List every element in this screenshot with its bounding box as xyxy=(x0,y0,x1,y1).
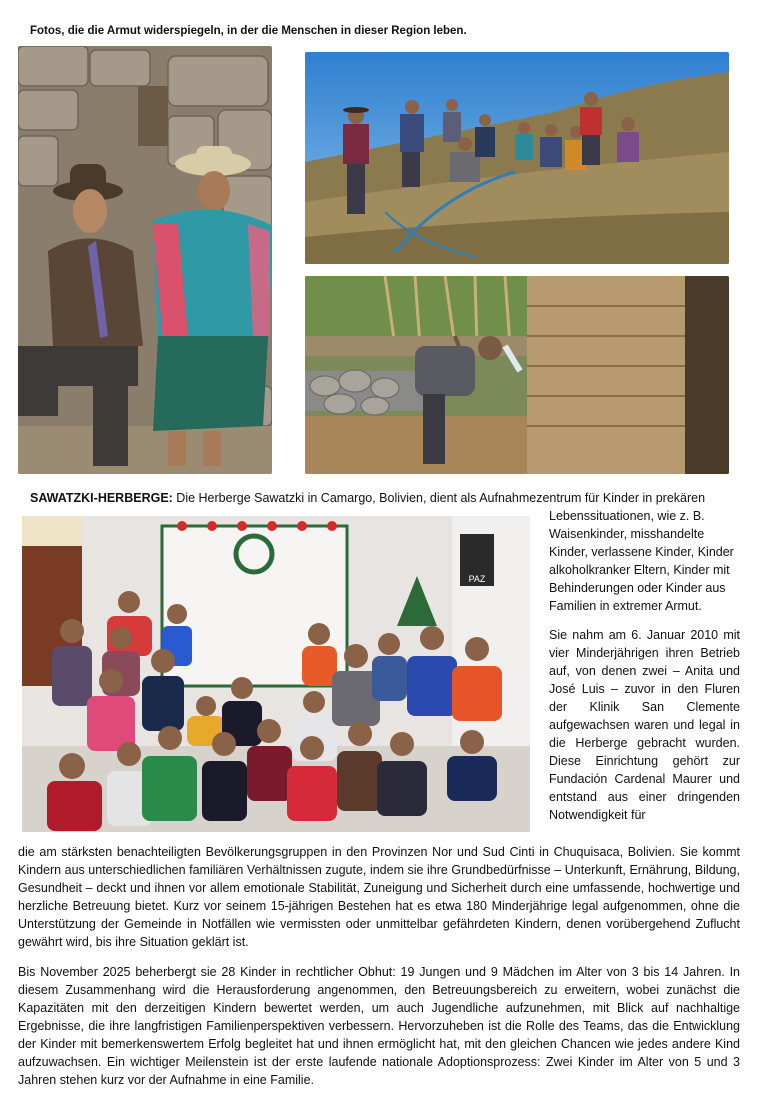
hillside-group-photo xyxy=(305,52,729,264)
photo-caption: Fotos, die die Armut widerspiegeln, in der die Menschen in dieser Region leben. xyxy=(30,25,467,37)
elderly-couple-photo xyxy=(18,46,272,474)
worker-adobe-wall-photo xyxy=(305,276,729,474)
founding-paragraph-continued: die am stärksten benachteiligten Bevölkerungsgruppen in den Provinzen Nor und Sud Cinti in Chuquisaca, Bolivien. Sie kommt Kindern aus unterschiedlichen familiären Verhältnissen zugute, indem sie ihre Grundbedürfnisse – Unterkunft, Ernährung, Bildung, Gesundheit – deckt und ihnen vor allem emotionale Stabilität, Zuneigung und Sicherheit durch eine umfassende, hochwertige und herzliche Betreuung bietet. Kurz vor seinem 15-jährigen Bestehen hat es etwa 180 Minderjährige legal aufgenommen, ohne die Unterstützung der Gemeinde in Notfällen wie vermissten oder unmittelbar gefährdeten Kindern, denen vorübergehend Zuflucht gewährt wird, bis ihre Situation geklärt ist. xyxy=(18,845,740,949)
founding-paragraph-side: Sie nahm am 6. Januar 2010 mit vier Minderjährigen ihren Betrieb auf, von denen zwei – Anita und José Luis – zuvor in den Fluren der Klinik San Clemente aufgewachsen waren und legal in die Herberge gebracht wurden. Diese Einrichtung gehört zur Fundación Cardenal Maurer und entstand aus einer dringenden Notwendigkeit für xyxy=(549,628,740,822)
current-status-paragraph: Bis November 2025 beherbergt sie 28 Kinder in rechtlicher Obhut: 19 Jungen und 9 Mädchen im Alter von 3 bis 14 Jahren. In diesem Zusammenhang wird die Herausforderung angenommen, den Betreuungsbereich zu erweitern, wobei zunächst die Kapazitäten mit den derzeitigen Kindern bewertet werden, um auch Jugendliche aufzunehmen, mit Blick auf nachhaltige Ergebnisse, die ihre langfristigen Familienperspektiven verbessern. Hervorzuheben ist die Rolle des Teams, das die Entwicklung der Kinder mit bemerkenswertem Erfolg begleitet hat und ihnen ermöglicht hat, mit den gleichen Chancen wie jedes andere Kind aufzuwachsen. Ein wichtiger Meilenstein ist der erste laufende nationale Adoptionsprozess: Zwei Kinder im Alter von 5 und 3 Jahren stehen kurz vor der Aufnahme in eine Familie. xyxy=(18,965,740,1087)
children-group-photo xyxy=(22,516,530,832)
paz-poster-label: PAZ xyxy=(468,574,486,584)
section-heading: SAWATZKI-HERBERGE: xyxy=(30,491,173,505)
intro-first-line xyxy=(30,489,730,507)
intro-first-line-text: Die Herberge Sawatzki in Camargo, Bolivien, dient als Aufnahmezentrum für Kinder in prekären xyxy=(172,491,706,505)
intro-paragraph-continued: Lebenssituationen, wie z. B. Waisenkinder, misshandelte Kinder, verlassene Kinder, Kinder alkoholkranker Eltern, Kinder mit Behinderungen oder Kinder aus Familien in extremer Armut. xyxy=(549,509,734,613)
